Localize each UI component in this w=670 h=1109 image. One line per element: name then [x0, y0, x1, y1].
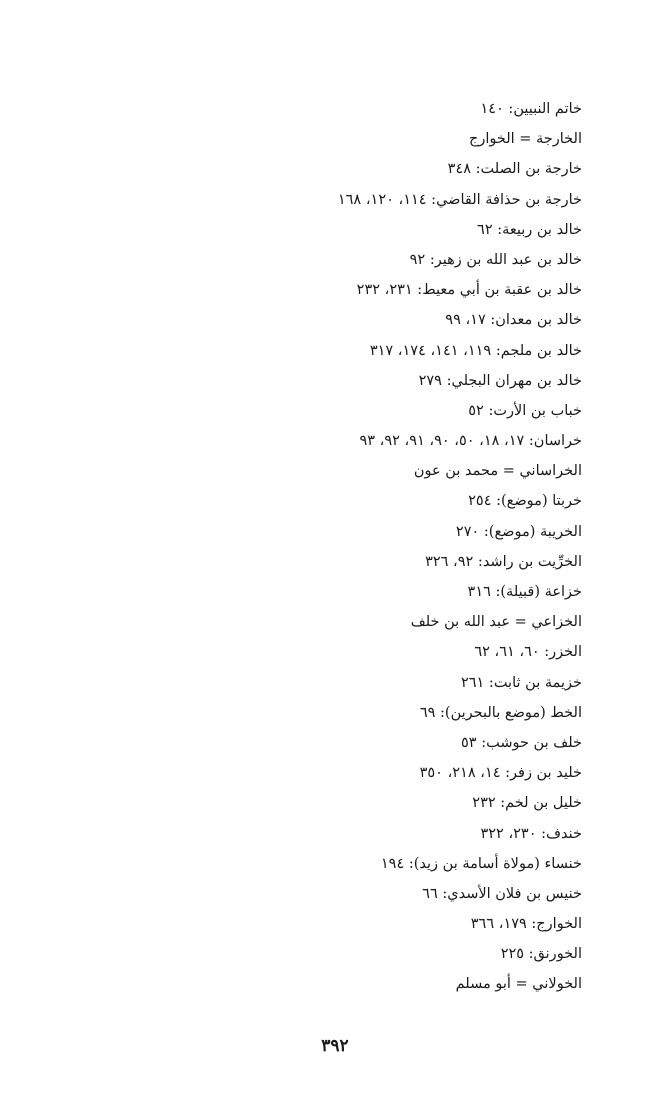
index-entry: خالد بن معدان: ١٧، ٩٩	[445, 312, 582, 329]
index-entry: خنساء (مولاة أسامة بن زيد): ١٩٤	[380, 855, 582, 872]
index-entry: خلف بن حوشب: ٥٣	[461, 734, 582, 751]
index-entry: خالد بن مهران البجلي: ٢٧٩	[418, 372, 582, 389]
index-entry: خنيس بن فلان الأسدي: ٦٦	[422, 885, 582, 902]
index-entry: خالد بن عقبة بن أبي معيط: ٢٣١، ٢٣٢	[356, 282, 582, 299]
index-entry: خاتم النبيين: ١٤٠	[480, 101, 582, 117]
index-entry: خالد بن ربيعة: ٦٢	[477, 221, 582, 238]
index-entry: الخزاعي = عبد الله بن خلف	[410, 614, 582, 631]
index-entry: خربتا (موضع): ٢٥٤	[468, 493, 582, 510]
index-entry: الخراساني = محمد بن عون	[413, 463, 582, 480]
index-entry: الخوارج: ١٧٩، ٣٦٦	[470, 916, 582, 933]
index-entry: خراسان: ١٧، ١٨، ٥٠، ٩٠، ٩١، ٩٢، ٩٣	[359, 433, 582, 450]
index-entry: الخط (موضع بالبحرين): ٦٩	[419, 704, 582, 721]
index-entry: خارجة بن حذافة القاضي: ١١٤، ١٢٠، ١٦٨	[337, 191, 582, 208]
index-entry: خزاعة (قبيلة): ٣١٦	[467, 584, 582, 600]
index-entry: خباب بن الأرت: ٥٢	[468, 402, 582, 419]
index-entry: خزيمة بن ثابت: ٢٦١	[460, 674, 582, 691]
index-entry: خالد بن ملجم: ١١٩، ١٤١، ١٧٤، ٣١٧	[369, 342, 582, 359]
index-entry: الخرِّيت بن راشد: ٩٢، ٣٢٦	[425, 553, 582, 570]
index-entry: خليل بن لخم: ٢٣٢	[472, 795, 582, 812]
index-list	[82, 94, 582, 1000]
index-entry: الخورنق: ٢٢٥	[500, 946, 582, 963]
index-entry: خندف: ٢٣٠، ٣٢٢	[480, 825, 582, 842]
index-entry: خارجة بن الصلت: ٣٤٨	[447, 161, 582, 178]
page-number: ٣٩٢	[321, 1036, 349, 1056]
index-entry: الخريبة (موضع): ٢٧٠	[455, 523, 582, 540]
index-entry: الخولاني = أبو مسلم	[455, 976, 582, 993]
index-entry: خليد بن زفر: ١٤، ٢١٨، ٣٥٠	[419, 765, 582, 782]
index-entry: الخارجة = الخوارج	[468, 131, 582, 148]
index-entry: الخزر: ٦٠، ٦١، ٦٢	[474, 644, 582, 661]
index-entry: خالد بن عبد الله بن زهير: ٩٢	[409, 251, 582, 268]
